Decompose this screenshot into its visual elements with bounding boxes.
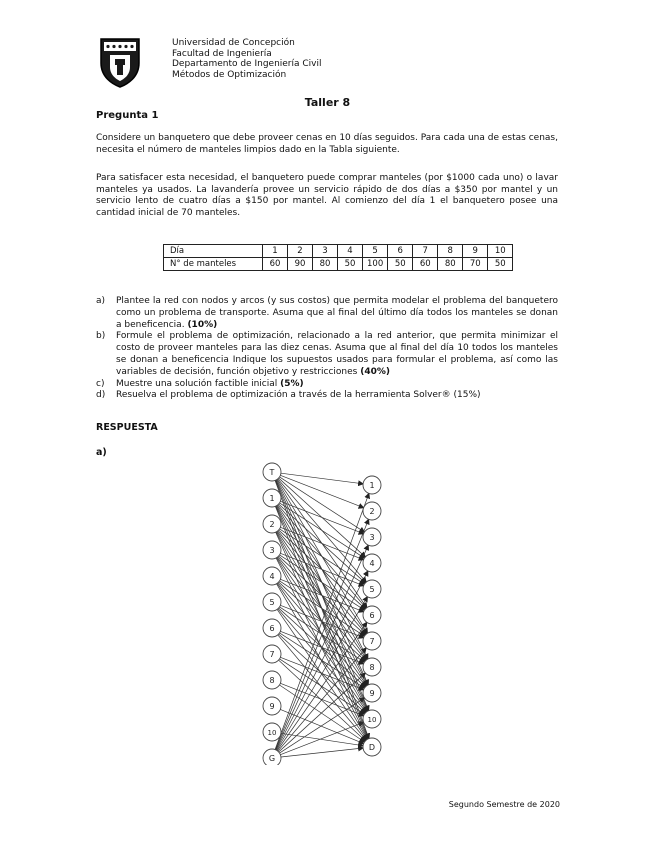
demand-table (163, 244, 513, 271)
table-cell: 50 (338, 258, 363, 271)
svg-text:10: 10 (367, 716, 377, 724)
demand-node (363, 710, 381, 728)
svg-text:6: 6 (369, 611, 375, 620)
item-weight: (10%) (187, 319, 218, 330)
table-cell: 7 (413, 245, 438, 258)
table-cell: 8 (438, 245, 463, 258)
source-node (263, 515, 281, 533)
item-text: Plantee la red con nodos y arcos (y sus costos) que permita modelar el problema del banquetero como un problema de transporte. Asuma que al final del último día todos los manteles se donan a beneficencia. (116, 296, 558, 330)
item-marker: a) (96, 296, 106, 306)
table-cell: 80 (313, 258, 338, 271)
page-title: Taller 8 (304, 96, 351, 109)
svg-text:6: 6 (269, 624, 275, 633)
list-item (96, 390, 558, 402)
table-row-manteles (164, 258, 513, 271)
table-cell: 1 (263, 245, 288, 258)
svg-text:2: 2 (269, 520, 275, 529)
svg-text:8: 8 (269, 676, 275, 685)
crest-icon (98, 37, 142, 89)
svg-text:4: 4 (369, 559, 375, 568)
demand-node (363, 476, 381, 494)
network-arc (277, 584, 368, 739)
list-item (96, 331, 558, 378)
network-arc (281, 473, 363, 484)
demand-node (363, 632, 381, 650)
svg-text:4: 4 (269, 572, 275, 581)
table-row-label: Día (164, 245, 263, 258)
svg-text:1: 1 (369, 481, 375, 490)
item-text: Resuelva el problema de optimización a través de la herramienta Solver® (15%) (116, 390, 481, 401)
source-node (263, 645, 281, 663)
demand-node (363, 580, 381, 598)
network-arc (280, 659, 365, 714)
network-arc (280, 475, 363, 507)
question-list (96, 296, 558, 402)
network-arc (280, 607, 365, 662)
demand-node (363, 554, 381, 572)
institution-header (172, 38, 322, 80)
demand-node (363, 606, 381, 624)
network-arc (280, 477, 365, 532)
table-cell: 6 (388, 245, 413, 258)
network-arc (279, 660, 366, 741)
paragraph-intro: Considere un banquetero que debe proveer cenas en 10 días seguidos. Para cada una de estas cenas, necesita el número de manteles limpios dado en la Tabla siguiente. (96, 133, 558, 155)
item-marker: b) (96, 331, 106, 342)
table-cell: 60 (413, 258, 438, 271)
source-node (263, 619, 281, 637)
table-cell: 50 (388, 258, 413, 271)
svg-text:9: 9 (269, 702, 275, 711)
network-arc (280, 503, 365, 558)
svg-text:9: 9 (369, 689, 375, 698)
svg-text:7: 7 (269, 650, 275, 659)
network-arc (280, 529, 365, 584)
demand-node (363, 528, 381, 546)
source-node (263, 567, 281, 585)
svg-text:G: G (268, 754, 276, 763)
svg-text:D: D (368, 743, 376, 752)
svg-text:10: 10 (267, 729, 277, 737)
source-node (263, 697, 281, 715)
question-heading: Pregunta 1 (96, 110, 159, 121)
item-weight: (5%) (280, 378, 304, 389)
source-node (263, 541, 281, 559)
svg-text:5: 5 (269, 598, 275, 607)
table-cell: 5 (363, 245, 388, 258)
source-node (263, 463, 281, 481)
source-node (263, 489, 281, 507)
header-line-faculty: Facultad de Ingeniería (172, 48, 272, 59)
network-arc (280, 633, 365, 688)
item-marker: d) (96, 390, 106, 401)
table-cell: 70 (463, 258, 488, 271)
network-arc (280, 553, 363, 585)
table-cell: 4 (338, 245, 363, 258)
item-text: Muestre una solución factible inicial (116, 378, 278, 389)
svg-text:7: 7 (369, 637, 375, 646)
answer-heading: RESPUESTA (96, 422, 158, 433)
demand-node (363, 684, 381, 702)
university-logo (98, 37, 142, 89)
table-cell: 100 (363, 258, 388, 271)
table-cell: 90 (288, 258, 313, 271)
demand-node (363, 738, 381, 756)
header-line-course: Métodos de Optimización (172, 69, 287, 80)
network-arc (280, 579, 363, 611)
table-cell: 60 (263, 258, 288, 271)
table-cell: 3 (313, 245, 338, 258)
svg-text:1: 1 (269, 494, 275, 503)
source-node (263, 593, 281, 611)
table-cell: 9 (463, 245, 488, 258)
svg-text:5: 5 (369, 585, 375, 594)
svg-text:T: T (269, 468, 275, 477)
list-item (96, 379, 558, 391)
source-node (263, 749, 281, 765)
table-cell: 50 (488, 258, 513, 271)
network-arc (280, 683, 363, 715)
list-item (96, 296, 558, 331)
svg-text:3: 3 (269, 546, 275, 555)
svg-text:8: 8 (369, 663, 375, 672)
network-arc (279, 673, 366, 752)
table-row-label: N° de manteles (164, 258, 263, 271)
item-text: Formule el problema de optimización, relacionado a la red anterior, que permita minimizar el costo de proveer manteles para las diez cenas. Asuma que al final del día 10 todos los manteles se donan a beneficencia Indique los supuestos usados para formular el problema, así como las variables de decisión, función objetivo y restricciones (116, 331, 558, 377)
source-node (263, 671, 281, 689)
table-row-days (164, 245, 513, 258)
item-marker: c) (96, 378, 105, 389)
svg-text:3: 3 (369, 533, 375, 542)
demand-node (363, 658, 381, 676)
item-weight: (40%) (360, 366, 390, 377)
table-cell: 2 (288, 245, 313, 258)
answer-part-a: a) (96, 447, 107, 458)
source-node (263, 723, 281, 741)
table-cell: 80 (438, 258, 463, 271)
paragraph-costs: Para satisfacer esta necesidad, el banquetero puede comprar manteles (por $1000 cada uno) o lavar manteles ya usados. La lavandería provee un servicio rápido de dos días a $350 por mantel y un servicio lento de cuatro días a $150 por mantel. Al comienzo del día 1 el banquetero posee una cantidad inicial de 70 manteles. (96, 173, 558, 218)
table-cell: 10 (488, 245, 513, 258)
header-line-university: Universidad de Concepción (172, 38, 295, 48)
header-line-department: Departamento de Ingeniería Civil (172, 59, 322, 69)
transport-network-diagram (250, 455, 400, 765)
footer-semester: Segundo Semestre de 2020 (448, 800, 560, 809)
svg-text:2: 2 (369, 507, 375, 516)
demand-node (363, 502, 381, 520)
network-arc (280, 581, 365, 636)
